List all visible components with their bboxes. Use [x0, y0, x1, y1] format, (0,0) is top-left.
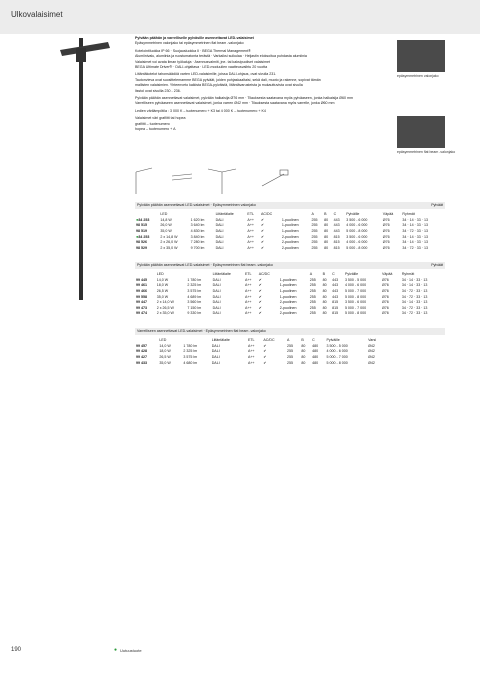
dimension-drawings	[132, 164, 292, 200]
table-row: ●84 253 2 x 14,8 W 3 840 lm DALI A++ ✔ 2-puolinen 255 80 815 3 500 - 6 000 Ø76 34 · 14 · 33 · 13	[136, 234, 428, 240]
table-row: 99 466 26,5 W 3 575 lm DALI A++ ✔ 1-puolinen 255 80 443 5 000 - 7 000 Ø76 34 · 72 · 33 · 13	[136, 288, 428, 293]
table-row: 99 474 2 x 35,0 W 9 330 lm DALI A++ ✔ 2-puolinen 255 80 815 5 000 - 8 000 Ø76 34 · 72 · 33 · 13	[136, 311, 428, 316]
section-header: Pylvään päähän asennettavat LED-valaisimet · Epäsymmetrinen valonjako Pylväät	[137, 203, 443, 207]
section-header: Pylvään päähän asennettavat LED-valaisimet · Epäsymmetrinen flat beam -valonjako Pylväät	[137, 263, 443, 267]
table-row: 99 447 2 x 14,0 W 3 560 lm DALI A++ ✔ 2-puolinen 255 80 815 3 500 - 6 000 Ø76 34 · 14 · 33 · 13	[136, 300, 428, 305]
street-lamp-photo	[50, 38, 114, 300]
table-row: ●84 253 14,8 W 1 620 lm DALI A++ ✔ 1-puolinen 255 80 443 3 500 - 6 000 Ø76 34 · 14 · 33 · 13	[136, 217, 428, 223]
product-table	[135, 270, 445, 316]
table-row: 99 433 35,0 W 4 680 lm DALI A++ ✔ 255 80 480 5 000 - 8 000 Ø42	[136, 360, 375, 365]
page-title: Ulkovalaisimet	[11, 10, 63, 19]
light-distribution-image-flat-beam	[397, 116, 445, 148]
table-row: 98 529 2 x 35,0 W 9 700 lm DALI A++ ✔ 2-puolinen 255 80 815 5 000 - 8 000 Ø76 34 · 72 · 33 · 13	[136, 245, 428, 250]
page-header	[0, 0, 480, 34]
table-row: 99 473 2 x 26,5 W 7 150 lm DALI A++ ✔ 2-puolinen 255 80 815 5 000 - 7 000 Ø76 34 · 72 · 33 · 13	[136, 305, 428, 310]
table-row: 99 457 14,0 W 1 780 lm DALI A++ ✔ 255 80 480 3 500 - 5 000 Ø42	[136, 343, 375, 348]
table-row: 99 427 26,5 W 3 575 lm DALI A++ ✔ 255 80 480 5 000 - 7 000 Ø42	[136, 354, 375, 359]
section-header: Varrelliseen asennettavat LED-valaisimet · Epäsymmetrinen flat beam -valonjako	[135, 328, 445, 335]
table-row: 99 558 35,0 W 4 689 lm DALI A++ ✔ 1-puolinen 255 80 443 5 000 - 8 000 Ø76 34 · 72 · 33 · 13	[136, 294, 428, 299]
product-table	[135, 336, 385, 365]
table-row: 99 445 14,0 W 1 780 lm DALI A++ ✔ 1-puolinen 255 80 443 3 500 - 5 000 Ø76 34 · 14 · 33 · 13	[136, 277, 428, 282]
table-header-row: LED Liitäntälaite ETL AC/DC A B C Pylväille Väpää Ryhmät	[156, 271, 415, 276]
light-distribution-image-asymmetric	[397, 40, 445, 72]
table-row: 98 526 2 x 26,0 W 7 280 lm DALI A++ ✔ 2-puolinen 255 80 815 4 000 - 6 000 Ø76 34 · 14 · 33 · 13	[136, 240, 428, 245]
page-number: 190	[11, 647, 22, 653]
product-description: Pylvään päähän ja varrelliselle pylväsille asennettavat LED-valaisimet Epäsymmetrinen valonjako tai epäsymmetrinen flat beam -valonjako Kotelointiluokka IP 66 · Suojausluokka II · BEGA Thermal Management® Alumiinivalu, alumiinia ja ruostumatonta terästä · Varkaiksi suikulaa · Heijastin eloksoitua puhdasta alumiinia Valaisimet voi avata ilman työkaluja · Asennusvalmiit, jne- tai kaksipuoliset valaisimet BEGA Ultimate Driver® · DALI-ohjattava · LED-moduulien vaatteusvaihtu 20 vuotta Liitäntäkotelot tahonsäädöä varten LED-valaisimille, joissa DALI-ohjaus, ovat sivulla 231. Tautonvieva ovat suosittelemamme BEGA pylväät, joiden pohjaskaaltaisi, sekä dali, muoto ja rakenne, sopivat tämän mallisten valaisimien. Yhteenveto kaikista BEGA-pylväistä, liitäntävarusteista ja mukauttuvista ovat sivulla lisstol ovat sivuilla 230 - 236. Pylvään päähän asennettavat valaisimet, pylvään halkaisija Ø76 mm · Tilauksesta saatavana myös pylväaseen, jonka halkaisija Ø60 mm Varrelliseen pylväaseen asennettavat valaisimet, jonka varren Ø42 mm · Tilauksesta saatavana myös varrelle, jonka Ø60 mm Ledien värilämpötila : 3 000 K – tuotenumero + K3 tai 4 000 K – tuotenumero + K4 Valaisimet väri grafiitti tai hopea grafiitti – tuotenumero hopea – tuotenumero + A	[135, 36, 353, 132]
new-product-dot-icon: ●	[136, 234, 139, 240]
table-row: 98 515 26,0 W 3 640 lm DALI A++ ✔ 1-puolinen 255 80 443 4 000 - 6 000 Ø76 34 · 14 · 33 · 13	[136, 223, 428, 228]
table-header-row: LED Liitäntälaite ETL AC/DC A B C Pylväille Väpää Ryhmät	[160, 211, 415, 216]
table-row: 99 428 18,0 W 2 325 lm DALI A++ ✔ 255 80 480 4 000 - 6 000 Ø42	[136, 349, 375, 354]
thumb-caption: epäsymmetrinen flat beam -valonjako	[397, 150, 456, 154]
new-product-dot-icon: ●	[114, 647, 118, 653]
new-product-dot-icon: ●	[136, 217, 139, 223]
footer-legend: Uutuustuote	[120, 648, 142, 653]
thumb-caption: epäsymmetrinen valonjako	[397, 74, 439, 78]
table-row: 98 519 35,0 W 4 830 lm DALI A++ ✔ 1-puolinen 255 80 443 5 000 - 8 000 Ø76 34 · 72 · 33 · 13	[136, 228, 428, 233]
table-row: 99 461 18,0 W 2 325 lm DALI A++ ✔ 1-puolinen 255 80 443 4 000 - 6 000 Ø76 34 · 14 · 33 · 13	[136, 283, 428, 288]
product-table	[135, 210, 445, 251]
table-header-row: LED Liitäntälaite ETL AC/DC A B C Pylväille Varsi	[159, 337, 377, 342]
